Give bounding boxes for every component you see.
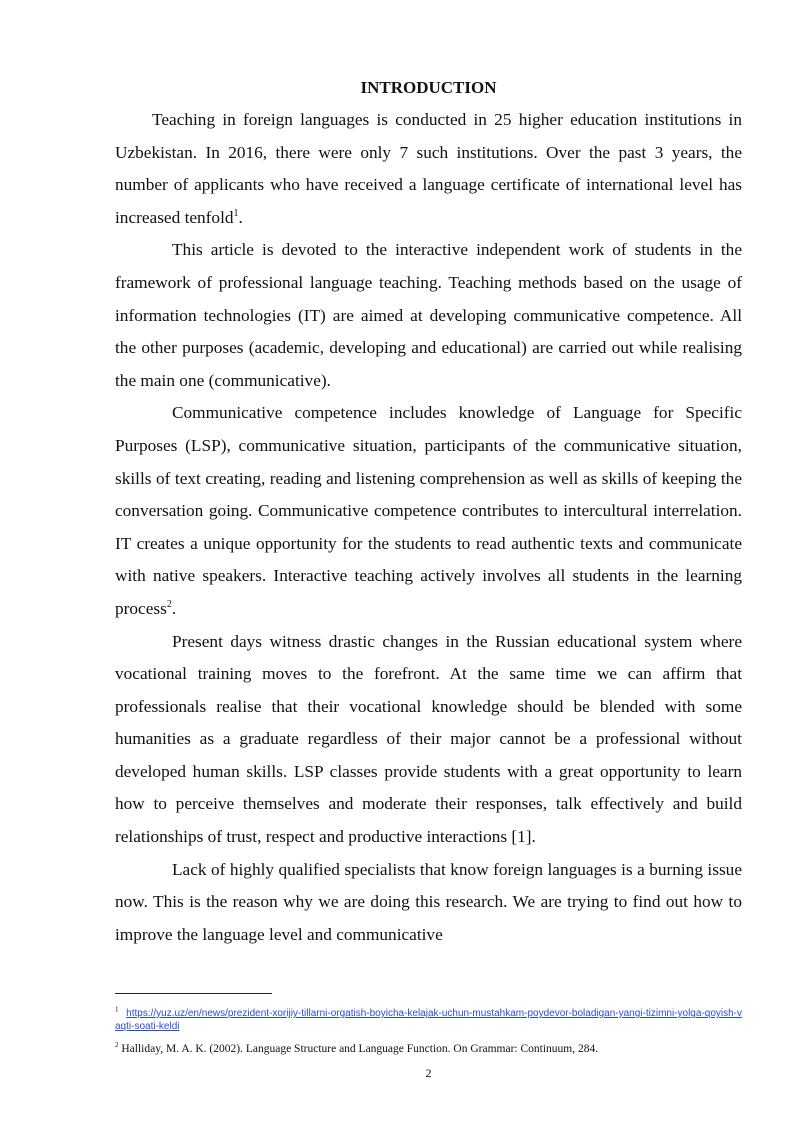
footnote-2-number: 2 (115, 1041, 119, 1050)
paragraph-4 (115, 626, 742, 854)
footnote-1-link[interactable]: https://yuz.uz/en/news/prezident-xorijiy-tillarni-orgatish-boyicha-kelajak-uchun-mustahkam-poydevor-boladigan-yangi-tizimni-yolga-qoyish-vaqti-soati-keldi (115, 1008, 742, 1032)
section-heading: INTRODUCTION (360, 78, 497, 97)
footnote-ref-1[interactable]: 1 (233, 208, 239, 220)
paragraph-3-text: Communicative competence includes knowledge of Language for Specific Purposes (LSP), communicative situation, participants of the communicative situation, skills of text creating, reading and listening comprehension as well as skills of keeping the conversation going. Communicative competence contributes to intercultural interrelation. IT creates a unique opportunity for the students to read authentic texts and communicate with native speakers. Interactive teaching actively involves all students in the learning process (115, 403, 742, 618)
paragraph-5 (115, 854, 742, 952)
paragraph-2 (115, 234, 742, 397)
footnote-1-number: 1 (115, 1005, 119, 1014)
paragraph-4-text: Present days witness drastic changes in the Russian educational system where vocational training moves to the forefront. At the same time we can affirm that professionals realise that their vocational knowledge should be blended with some humanities as a graduate regardless of their major cannot be a professional without developed human skills. LSP classes provide students with a great opportunity to learn how to perceive themselves and moderate their responses, talk effectively and build relationships of trust, respect and productive interactions [1]. (115, 631, 742, 847)
footnote-ref-2[interactable]: 2 (166, 599, 172, 611)
body-text (115, 104, 742, 951)
footnote-2 (115, 1043, 742, 1056)
paragraph-1-tail: . (238, 207, 243, 227)
footnote-2-text: Halliday, M. A. K. (2002). Language Structure and Language Function. On Grammar: Continuum, 284. (121, 1043, 599, 1055)
page-number: 2 (425, 1066, 432, 1080)
footnote-1 (115, 1007, 742, 1033)
paragraph-1 (115, 104, 742, 234)
paragraph-5-text: Lack of highly qualified specialists that know foreign languages is a burning issue now. This is the reason why we are doing this research. We are trying to find out how to improve the language level and communicative (115, 859, 742, 944)
paragraph-1-text: Teaching in foreign languages is conducted in 25 higher education institutions in Uzbekistan. In 2016, there were only 7 such institutions. Over the past 3 years, the number of applicants who have received a language certificate of international level has increased tenfold (115, 110, 742, 227)
paragraph-3-tail: . (171, 598, 177, 618)
paragraph-3 (115, 397, 742, 625)
footnote-separator (115, 993, 272, 994)
paragraph-2-text: This article is devoted to the interactive independent work of students in the framework of professional language teaching. Teaching methods based on the usage of information technologies (IT) are aimed at developing communicative competence. All the other purposes (academic, developing and educational) are carried out while realising the main one (communicative). (115, 240, 742, 390)
